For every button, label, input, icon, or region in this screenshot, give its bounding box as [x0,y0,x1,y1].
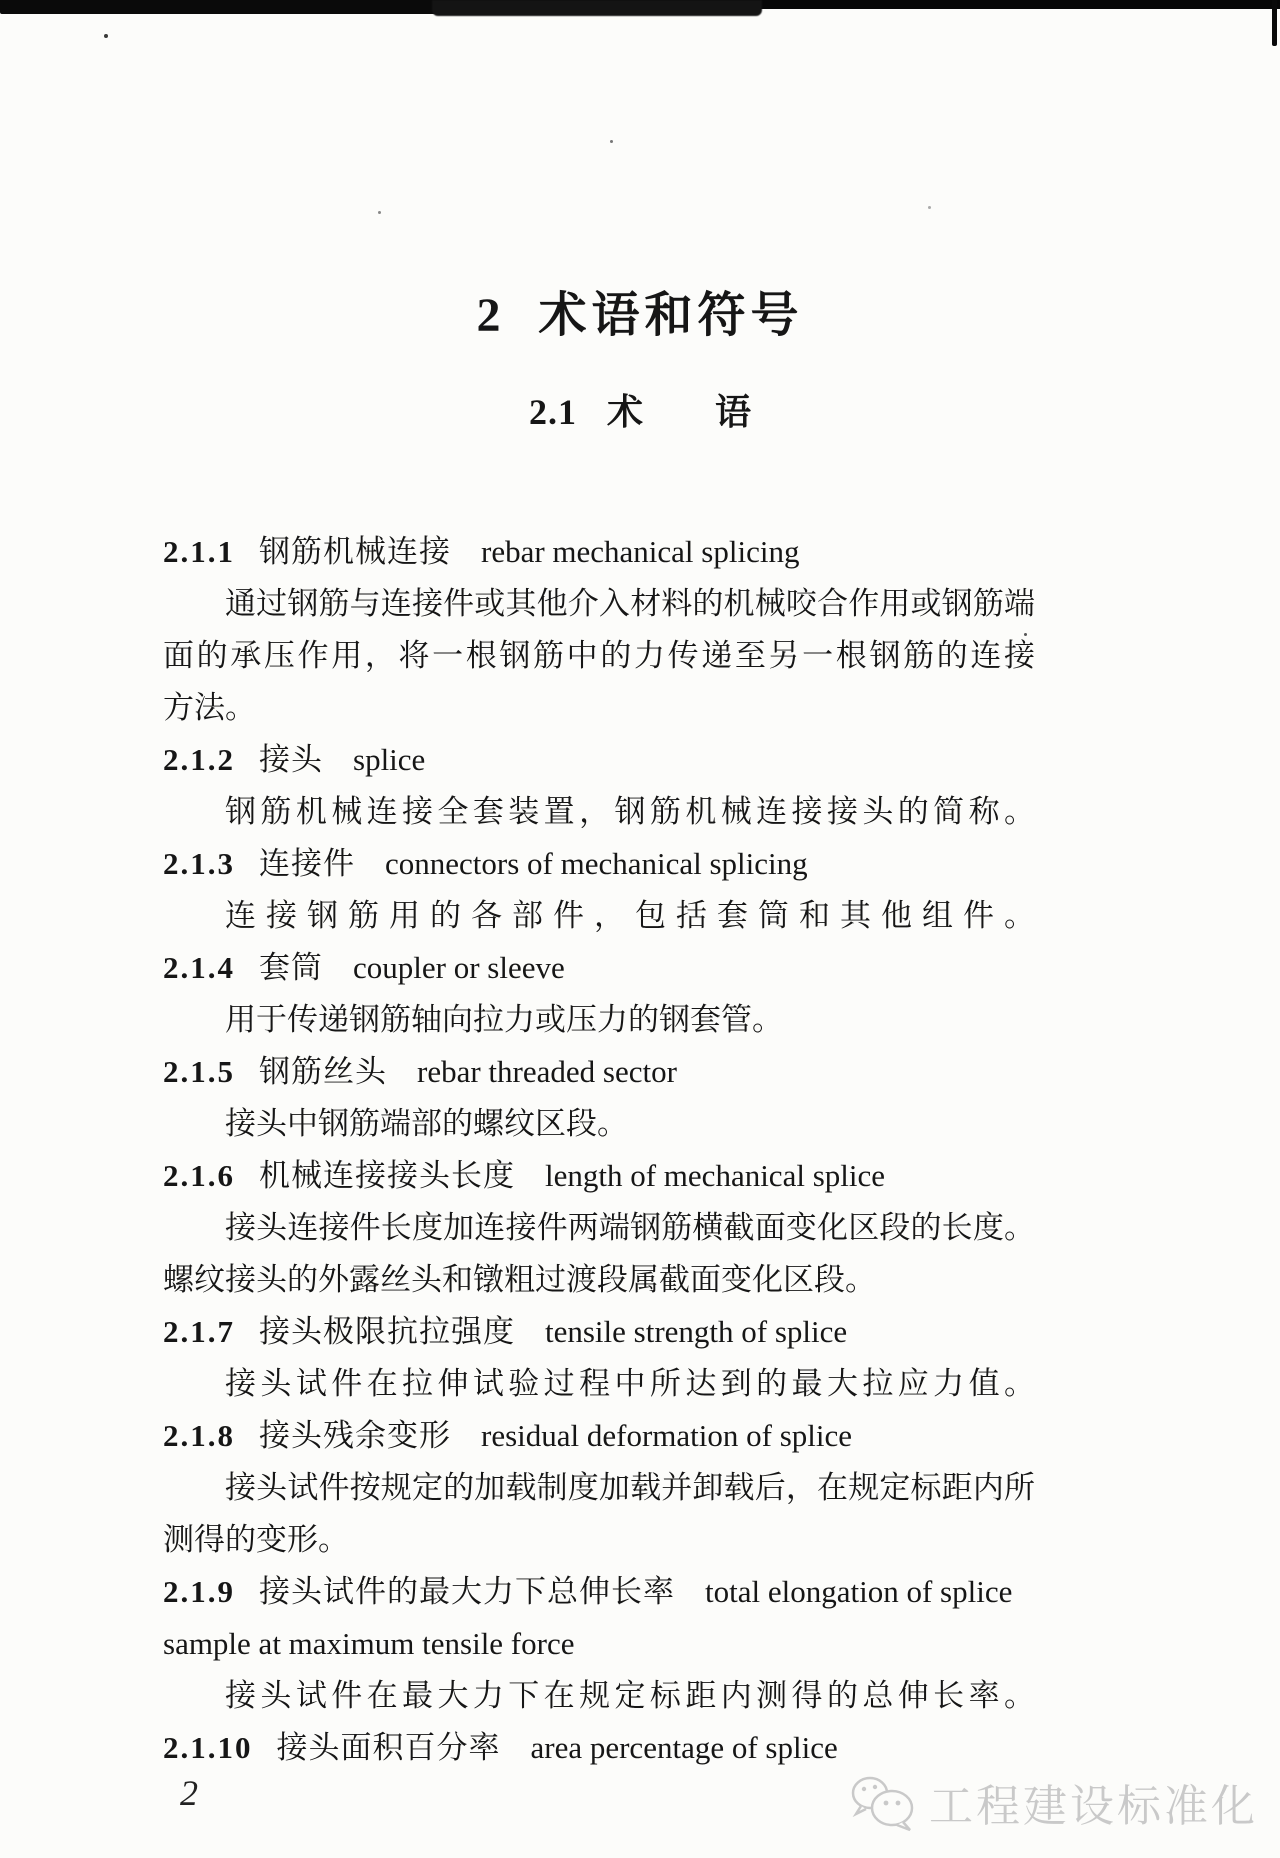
term-definition-line: 螺纹接头的外露丝头和镦粗过渡段属截面变化区段。 [163,1262,876,1297]
term-definition-line: 接头连接件长度加连接件两端钢筋横截面变化区段的长度。 [225,1210,1035,1245]
term-chinese: 接头试件的最大力下总伸长率 [259,1574,675,1609]
term-english: splice [353,742,426,777]
term-english: area percentage of splice [530,1730,838,1765]
term-chinese: 钢筋机械连接 [259,534,451,569]
term-english: total elongation of splice [705,1574,1013,1609]
term-definition-line: 接头试件在最大力下在规定标距内测得的总伸长率。 [225,1678,1035,1713]
term-english: length of mechanical splice [545,1158,886,1193]
term-heading [163,1410,1035,1462]
term-heading [163,1566,1035,1618]
term-number: 2.1.6 [163,1158,235,1193]
watermark-text: 工程建设标准化 [929,1782,1258,1831]
scan-speck [104,34,108,38]
term-chinese: 套筒 [259,950,323,985]
term-definition-line: 接头试件在拉伸试验过程中所达到的最大拉应力值。 [225,1366,1035,1401]
chapter-number: 2 [476,289,501,342]
term-chinese: 接头面积百分率 [276,1730,501,1765]
scan-speck [928,206,931,209]
term-definition-line: 面的承压作用，将一根钢筋中的力传递至另一根钢筋的连接 [163,638,1035,673]
term-number: 2.1.1 [163,534,235,569]
term-number: 2.1.8 [163,1418,235,1453]
term-number: 2.1.7 [163,1314,235,1349]
term-english: residual deformation of splice [481,1418,853,1453]
scan-artifact-right-notch [1272,0,1277,46]
term-number: 2.1.4 [163,950,235,985]
term-english: rebar mechanical splicing [481,534,800,569]
term-heading [163,526,1035,578]
section-number: 2.1 [528,392,577,432]
term-definition-line: 测得的变形。 [163,1522,349,1557]
term-chinese: 连接件 [259,846,355,881]
term-english: tensile strength of splice [545,1314,848,1349]
chapter-title-text: 术语和符号 [538,289,804,342]
term-number: 2.1.9 [163,1574,235,1609]
term-definition-line: 接头中钢筋端部的螺纹区段。 [225,1106,628,1141]
term-heading [163,838,1035,890]
term-chinese: 接头残余变形 [259,1418,451,1453]
term-heading [163,734,1035,786]
section-title-text: 术 语 [606,392,751,432]
term-chinese: 接头极限抗拉强度 [259,1314,515,1349]
chapter-title [0,276,1280,345]
term-definition-line: sample at maximum tensile force [163,1626,575,1661]
term-definition-line: 方法。 [163,690,256,725]
watermark [847,1770,1258,1834]
term-number: 2.1.2 [163,742,235,777]
term-heading [163,1722,1035,1774]
term-heading [163,942,1035,994]
term-number: 2.1.3 [163,846,235,881]
term-heading [163,1150,1035,1202]
term-english: coupler or sleeve [353,950,565,985]
page-number: 2 [180,1773,198,1813]
scan-speck [610,140,613,143]
term-number: 2.1.10 [163,1730,253,1765]
term-definition-line: 接头试件按规定的加载制度加载并卸载后，在规定标距内所 [225,1470,1035,1505]
term-definition-line: 连接钢筋用的各部件，包括套筒和其他组件。 [225,898,1035,933]
scan-speck [378,211,381,214]
term-definition-line: 用于传递钢筋轴向拉力或压力的钢套管。 [225,1002,783,1037]
term-chinese: 机械连接接头长度 [259,1158,515,1193]
term-chinese: 接头 [259,742,323,777]
wechat-logo-icon [847,1771,919,1833]
term-english: rebar threaded sector [417,1054,677,1089]
section-title [0,384,1280,435]
term-heading [163,1046,1035,1098]
terms-list [163,526,1035,1774]
term-chinese: 钢筋丝头 [259,1054,387,1089]
term-heading [163,1306,1035,1358]
term-definition-line: 钢筋机械连接全套装置，钢筋机械连接接头的简称。 [225,794,1035,829]
scan-artifact-top-bar-mid [432,0,762,16]
term-definition-line: 通过钢筋与连接件或其他介入材料的机械咬合作用或钢筋端 [225,586,1035,621]
term-english: connectors of mechanical splicing [385,846,808,881]
term-number: 2.1.5 [163,1054,235,1089]
